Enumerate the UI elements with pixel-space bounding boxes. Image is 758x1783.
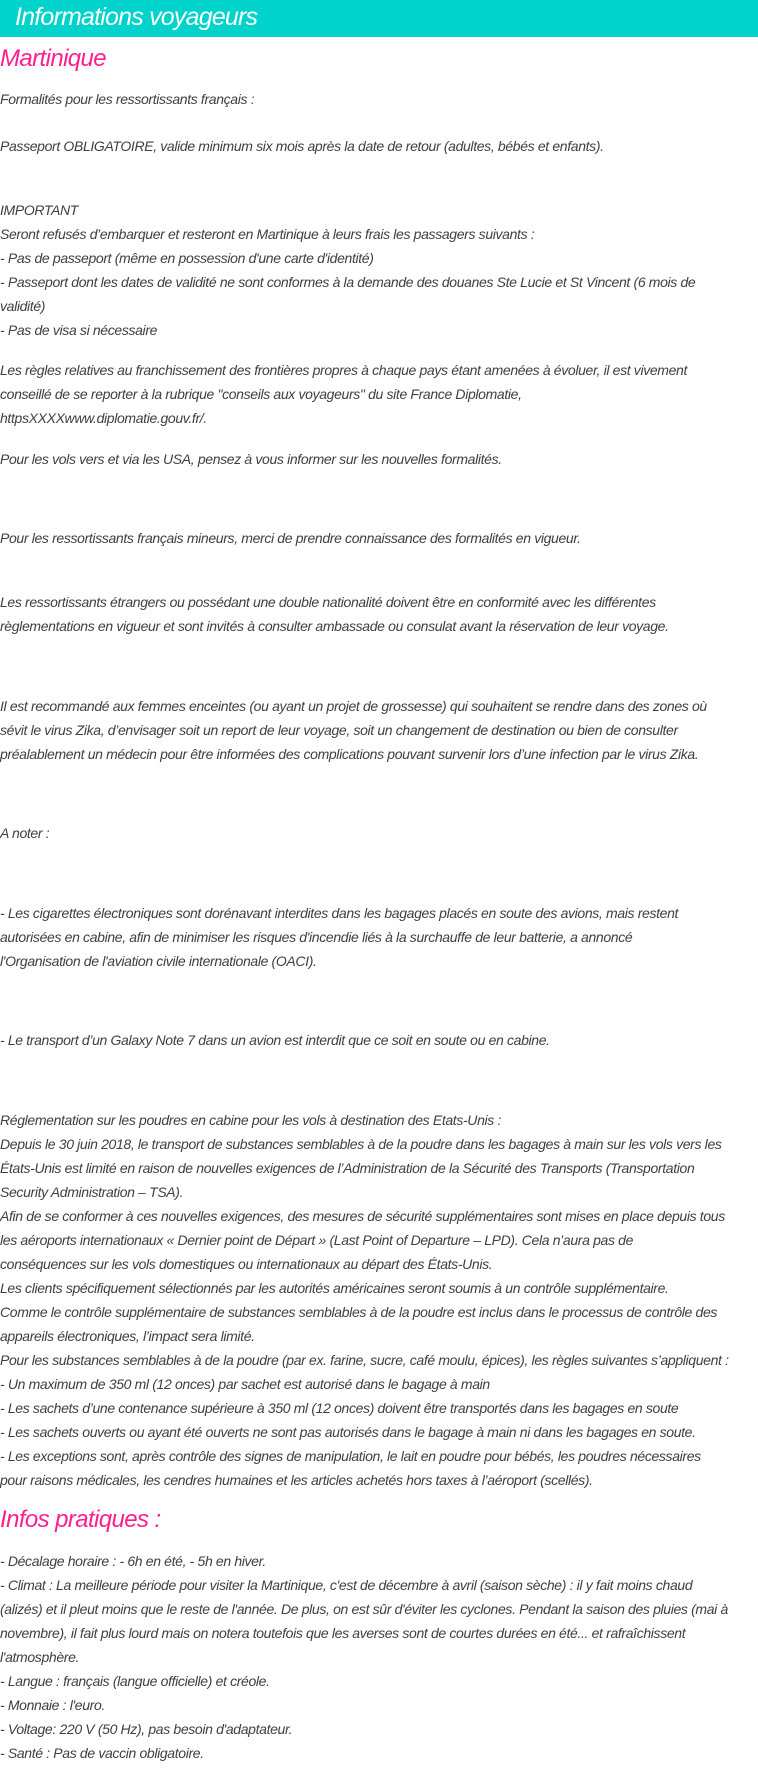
powder-regulation	[0, 1108, 758, 1492]
info-line: - Climat : La meilleure période pour visiter la Martinique, c'est de décembre à avril (saison sèche) : il y fait moins chaud	[0, 1577, 693, 1593]
text-line: Réglementation sur les poudres en cabine pour les vols à destination des Etats-Unis :	[0, 1112, 501, 1128]
text-line: pour raisons médicales, les cendres humaines et les articles achetés hors taxes à l’aéroport (scellés).	[0, 1472, 593, 1488]
text-line: Pour les substances semblables à de la poudre (par ex. farine, sucre, café moulu, épices), les règles suivantes s’appliquent :	[0, 1352, 729, 1368]
text-line: Passeport OBLIGATOIRE, valide minimum six mois après la date de retour (adultes, bébés et enfants).	[0, 138, 604, 154]
text-line: autorisées en cabine, afin de minimiser les risques d'incendie liés à la surchauffe de leur batterie, a annoncé	[0, 929, 633, 945]
info-line: - Langue : français (langue officielle) et créole.	[0, 1673, 270, 1689]
text-line: Comme le contrôle supplémentaire de substances semblables à de la poudre est inclus dans le processus de contrôle des	[0, 1304, 718, 1320]
foreign-nationals	[0, 590, 758, 638]
text-line: - Les sachets ouverts ou ayant été ouverts ne sont pas autorisés dans le bagage à main ni dans les bagages en soute.	[0, 1424, 696, 1440]
text-line: appareils électroniques, l’impact sera limité.	[0, 1328, 255, 1344]
text-line: - Passeport dont les dates de validité ne sont conformes à la demande des douanes Ste Lucie et St Vincent (6 mois de	[0, 274, 696, 290]
infos-list	[0, 1549, 758, 1765]
text-line: Pour les ressortissants français mineurs, merci de prendre connaissance des formalités en vigueur.	[0, 530, 581, 546]
info-line: - Voltage: 220 V (50 Hz), pas besoin d'adaptateur.	[0, 1721, 293, 1737]
text-line: préalablement un médecin pour être informées des complications pouvant survenir lors d’une infection par le virus Zika.	[0, 746, 699, 762]
text-line: sévit le virus Zika, d’envisager soit un report de leur voyage, soit un changement de destination ou bien de consulter	[0, 722, 678, 738]
text-line: A noter :	[0, 825, 50, 841]
text-line: IMPORTANT	[0, 202, 78, 218]
info-line: - Santé : Pas de vaccin obligatoire.	[0, 1745, 204, 1761]
text-line: conseillé de se reporter à la rubrique "conseils aux voyageurs" du site France Diplomatie,	[0, 386, 522, 402]
info-line: l'atmosphère.	[0, 1649, 80, 1665]
text-line: les aéroports internationaux « Dernier point de Départ » (Last Point of Departure – LPD). Cela n’aura pas de	[0, 1232, 634, 1248]
text-line: - Les cigarettes électroniques sont dorénavant interdites dans les bagages placés en soute des avions, mais restent	[0, 905, 679, 921]
info-line: - Monnaie : l'euro.	[0, 1697, 105, 1713]
galaxy-note-notice	[0, 1028, 758, 1052]
info-line: (alizés) et il pleut moins que le reste de l'année. De plus, on est sûr d'éviter les cyclones. Pendant la saison des pluies (mai à	[0, 1601, 728, 1617]
text-line: - Le transport d’un Galaxy Note 7 dans un avion est interdit que ce soit en soute ou en cabine.	[0, 1032, 550, 1048]
e-cigarettes-notice	[0, 901, 758, 973]
text-line: l'Organisation de l'aviation civile internationale (OACI).	[0, 953, 317, 969]
text-line: - Pas de passeport (même en possession d'une carte d'identité)	[0, 250, 374, 266]
zika-warning	[0, 694, 758, 766]
a-noter-label	[0, 821, 758, 845]
important-notice	[0, 198, 758, 342]
text-line: Security Administration – TSA).	[0, 1184, 184, 1200]
text-line: - Les exceptions sont, après contrôle des signes de manipulation, le lait en poudre pour bébés, les poudres nécessaires	[0, 1448, 701, 1464]
text-line: Seront refusés d’embarquer et resteront en Martinique à leurs frais les passagers suivants :	[0, 226, 535, 242]
border-rules	[0, 358, 758, 430]
minors-notice	[0, 526, 758, 550]
passport-requirement	[0, 134, 758, 158]
usa-flights	[0, 447, 758, 471]
formalites-intro	[0, 87, 758, 111]
infos-title: Infos pratiques :	[0, 1506, 161, 1533]
text-line: Les règles relatives au franchissement des frontières propres à chaque pays étant amenées à évoluer, il est vivement	[0, 362, 688, 378]
text-line: httpsXXXXwww.diplomatie.gouv.fr/.	[0, 410, 207, 426]
text-line: Il est recommandé aux femmes enceintes (ou ayant un projet de grossesse) qui souhaitent se rendre dans des zones où	[0, 698, 707, 714]
header-title: Informations voyageurs	[15, 3, 258, 31]
text-line: - Les sachets d’une contenance supérieure à 350 ml (12 onces) doivent être transportés dans les bagages en soute	[0, 1400, 679, 1416]
info-line: - Décalage horaire : - 6h en été, - 5h en hiver.	[0, 1553, 266, 1569]
text-line: - Pas de visa si nécessaire	[0, 322, 158, 338]
text-line: Depuis le 30 juin 2018, le transport de substances semblables à de la poudre dans les bagages à main sur les vols vers les	[0, 1136, 722, 1152]
text-line: États-Unis est limité en raison de nouvelles exigences de l’Administration de la Sécurité des Transports (Transportation	[0, 1160, 695, 1176]
text-line: Formalités pour les ressortissants français :	[0, 91, 255, 107]
text-line: Afin de se conformer à ces nouvelles exigences, des mesures de sécurité supplémentaires sont mises en place depuis tous	[0, 1208, 725, 1224]
page-header	[0, 0, 758, 37]
text-line: Les clients spécifiquement sélectionnés par les autorités américaines seront soumis à un contrôle supplémentaire.	[0, 1280, 669, 1296]
page-title: Martinique	[0, 45, 107, 72]
text-line: règlementations en vigueur et sont invités à consulter ambassade ou consulat avant la réservation de leur voyage.	[0, 618, 669, 634]
text-line: Les ressortissants étrangers ou possédant une double nationalité doivent être en conformité avec les différentes	[0, 594, 656, 610]
text-line: conséquences sur les vols domestiques ou internationaux au départ des États-Unis.	[0, 1256, 493, 1272]
text-line: validité)	[0, 298, 46, 314]
text-line: - Un maximum de 350 ml (12 onces) par sachet est autorisé dans le bagage à main	[0, 1376, 490, 1392]
text-line: Pour les vols vers et via les USA, pensez à vous informer sur les nouvelles formalités.	[0, 451, 502, 467]
info-line: novembre), il fait plus lourd mais on notera toutefois que les averses sont de courtes durées en été... et rafraîchissent	[0, 1625, 686, 1641]
